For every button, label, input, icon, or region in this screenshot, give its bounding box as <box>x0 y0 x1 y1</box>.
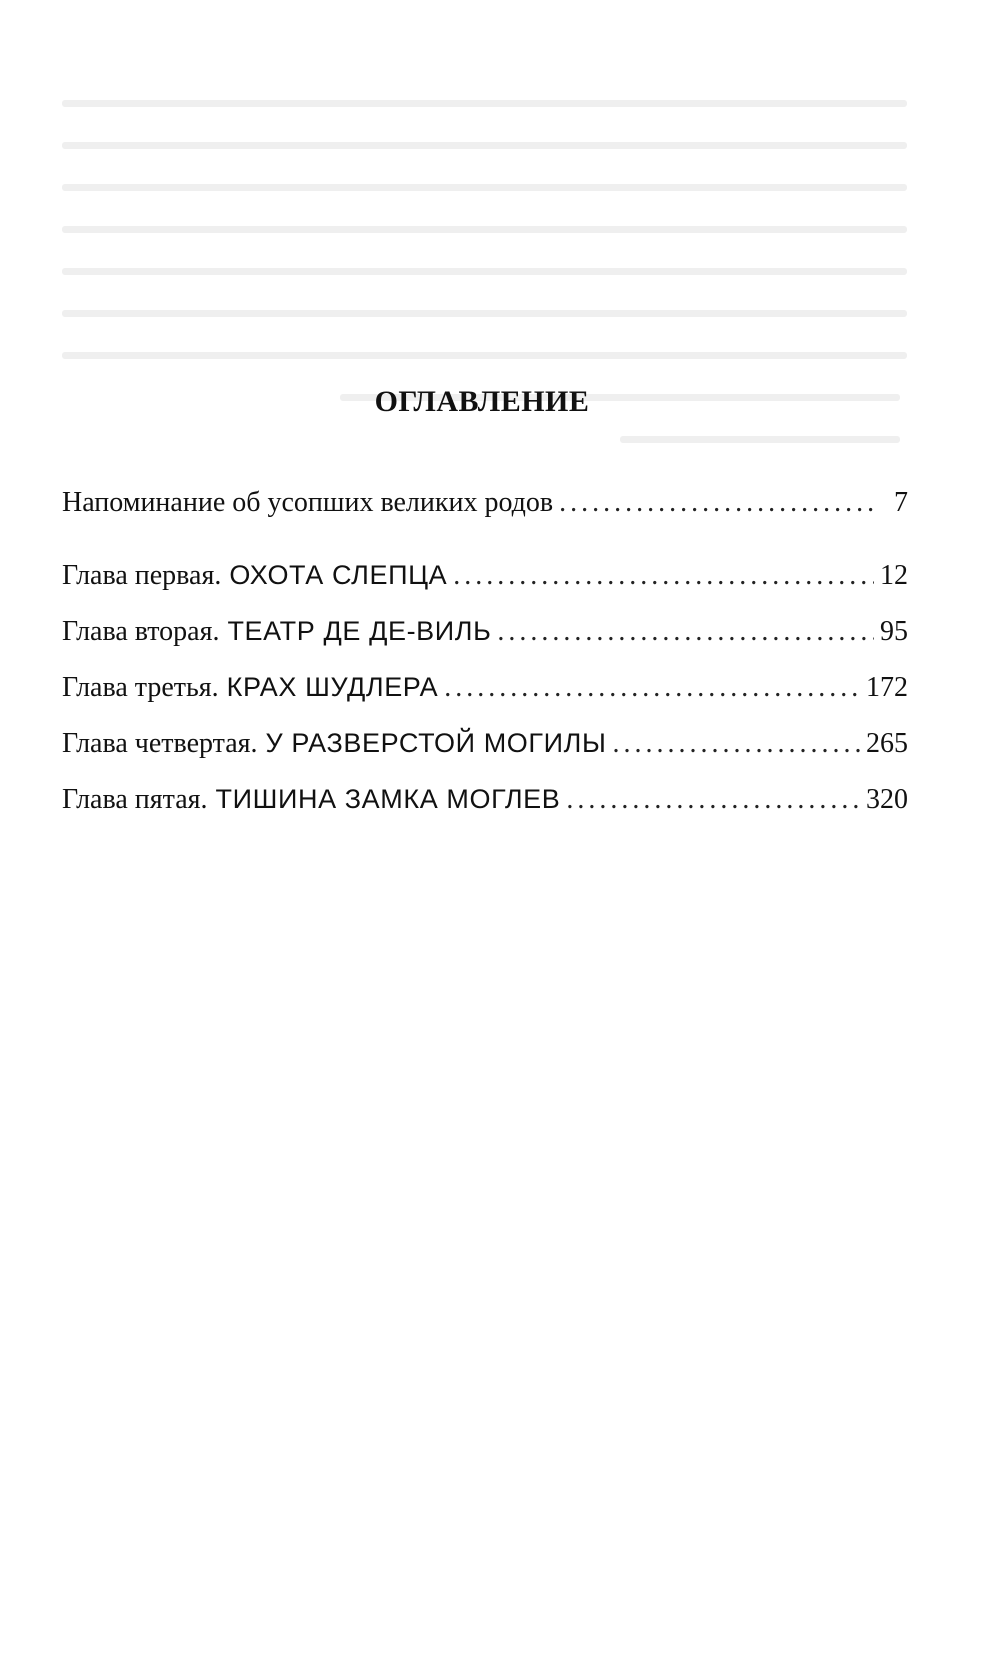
bleed-through-line <box>62 226 907 233</box>
chapter-prefix: Глава вторая. <box>62 616 220 647</box>
bleed-through-line <box>620 436 900 443</box>
dot-leader <box>444 671 860 705</box>
toc-page-number: 265 <box>866 728 908 759</box>
dot-leader <box>497 615 874 649</box>
bleed-through-line <box>62 184 907 191</box>
toc-entry-chapter-4[interactable] <box>62 726 908 760</box>
toc-entry-intro[interactable] <box>62 486 908 520</box>
bleed-through-line <box>62 100 907 107</box>
chapter-prefix: Глава третья. <box>62 672 219 703</box>
table-of-contents <box>62 486 908 838</box>
toc-page-number: 320 <box>866 784 908 815</box>
chapter-prefix: Глава пятая. <box>62 784 208 815</box>
toc-entry-chapter-2[interactable] <box>62 614 908 648</box>
dot-leader <box>566 783 860 817</box>
bleed-through-line <box>62 268 907 275</box>
chapter-title: КРАХ ШУДЛЕРА <box>226 672 439 702</box>
toc-page-number: 7 <box>894 487 908 518</box>
chapter-title: ТИШИНА ЗАМКА МОГЛЕВ <box>215 784 561 814</box>
dot-leader <box>453 559 874 593</box>
toc-page-number: 172 <box>866 672 908 703</box>
chapter-prefix: Глава четвертая. <box>62 728 258 759</box>
toc-entry-chapter-1[interactable] <box>62 558 908 592</box>
bleed-through-line <box>62 142 907 149</box>
toc-entry-title: Напоминание об усопших великих родов <box>62 487 554 518</box>
toc-entry-chapter-5[interactable] <box>62 782 908 816</box>
bleed-through-line <box>62 310 907 317</box>
chapter-title: ТЕАТР ДЕ ДЕ-ВИЛЬ <box>227 616 492 646</box>
chapter-prefix: Глава первая. <box>62 560 222 591</box>
toc-page-number: 95 <box>880 616 908 647</box>
chapter-title: ОХОТА СЛЕПЦА <box>229 560 448 590</box>
toc-page-number: 12 <box>880 560 908 591</box>
dot-leader <box>559 486 880 520</box>
bleed-through-line <box>62 352 907 359</box>
dot-leader <box>612 727 860 761</box>
toc-entry-chapter-3[interactable] <box>62 670 908 704</box>
chapter-title: У РАЗВЕРСТОЙ МОГИЛЫ <box>265 728 607 758</box>
toc-heading: ОГЛАВЛЕНИЕ <box>374 385 590 418</box>
